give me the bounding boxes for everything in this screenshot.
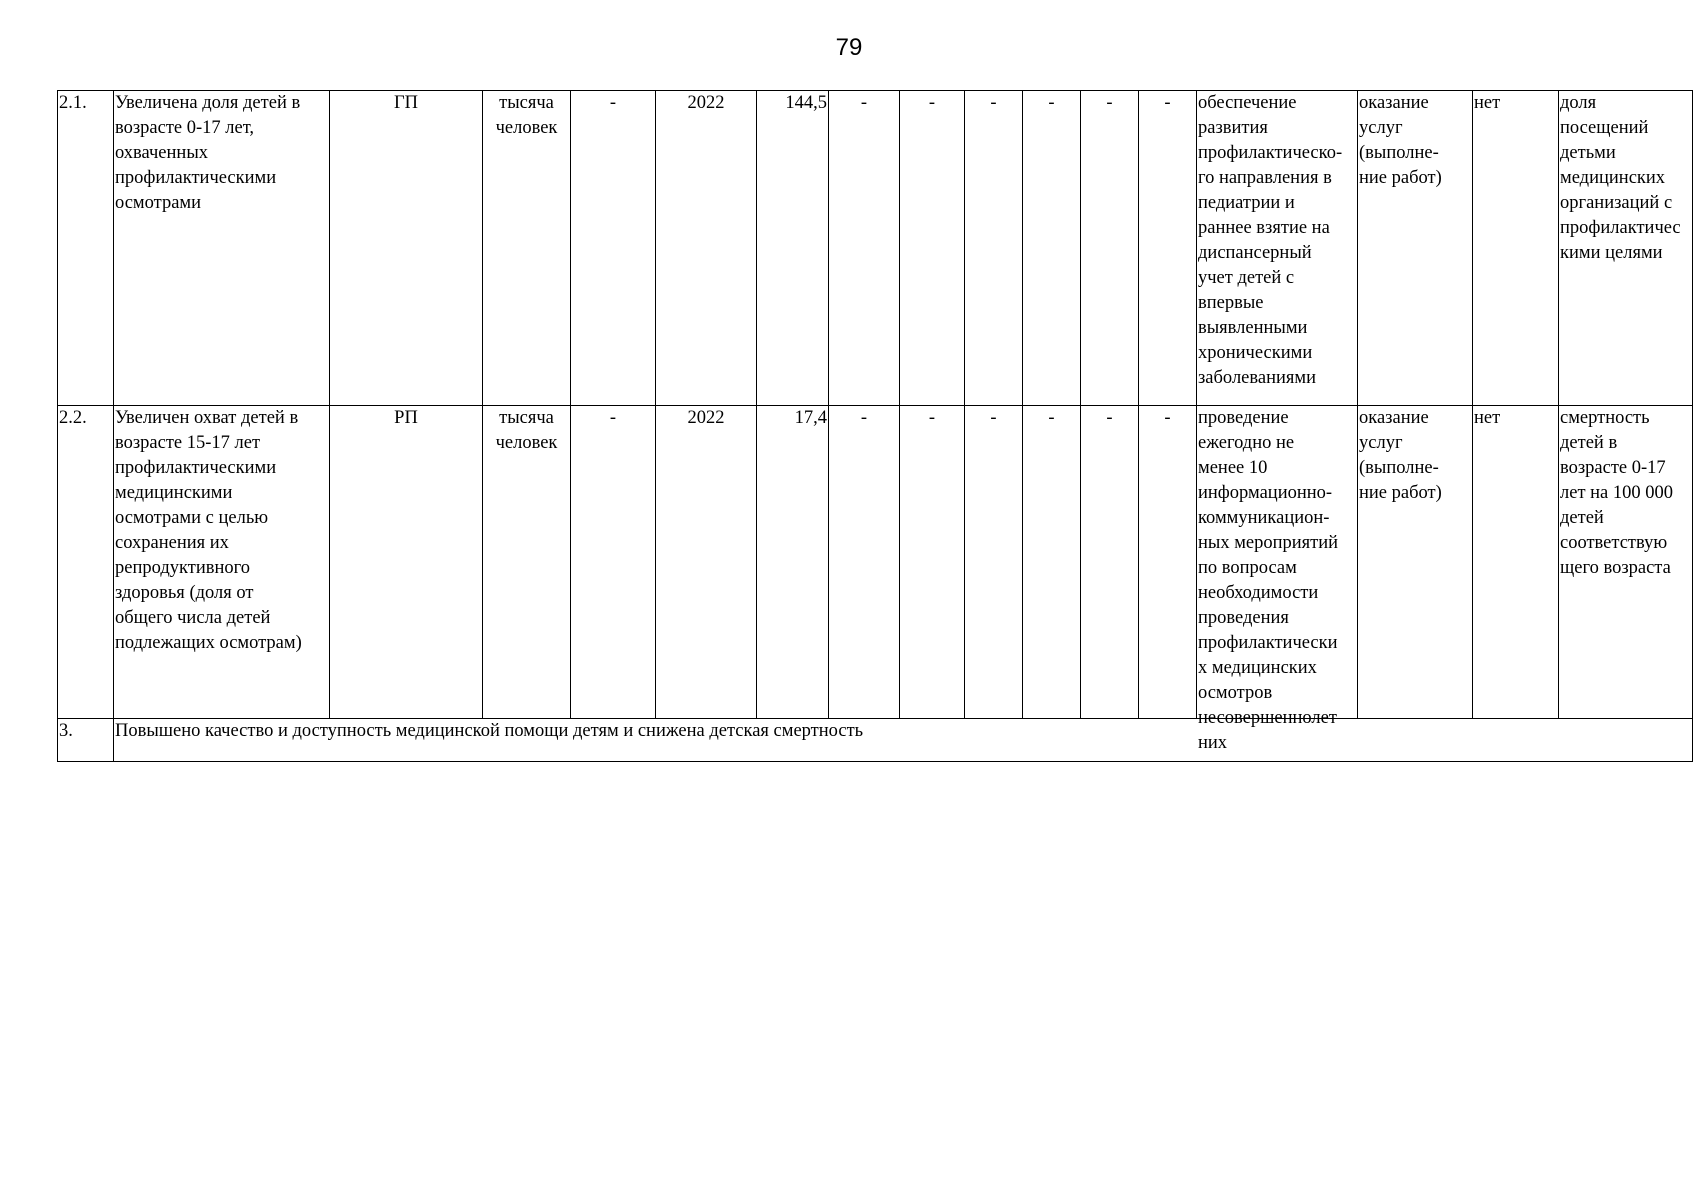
unit-of-measure: тысяча человек <box>483 406 571 719</box>
row-number: 2.2. <box>58 406 114 719</box>
year-value: - <box>1139 406 1197 719</box>
table-row <box>58 406 1693 719</box>
base-value: - <box>571 406 656 719</box>
table-row <box>58 91 1693 406</box>
year-value: - <box>965 406 1023 719</box>
related-indicator: смертность детей в возрасте 0-17 лет на 100 000 детей соответствую щего возраста <box>1559 406 1693 719</box>
year-value: - <box>1023 406 1081 719</box>
result-type: оказание услуг (выполне- ние работ) <box>1358 91 1473 406</box>
base-value: - <box>571 91 656 406</box>
year-value: - <box>900 91 965 406</box>
flag: нет <box>1473 91 1559 406</box>
year-value: - <box>829 406 900 719</box>
year-value: - <box>965 91 1023 406</box>
related-indicator: доля посещений детьми медицинских организаций с профилактичес кими целями <box>1559 91 1693 406</box>
year-value: - <box>1139 91 1197 406</box>
value-main: 144,5 <box>757 91 829 406</box>
section-row <box>58 719 1693 762</box>
year-value: - <box>1081 91 1139 406</box>
section-title: Повышено качество и доступность медицинской помощи детям и снижена детская смертность <box>114 719 1693 762</box>
result-description: проведение ежегодно не менее 10 информационно- коммуникацион- ных мероприятий по вопросам необходимости проведения профилактически х медицинских осмотров несовершеннолет них <box>1197 406 1358 719</box>
base-year: 2022 <box>656 406 757 719</box>
page-number: 79 <box>835 34 863 61</box>
year-value: - <box>900 406 965 719</box>
result-type: оказание услуг (выполне- ние работ) <box>1358 406 1473 719</box>
result-description: обеспечение развития профилактическо- го направления в педиатрии и раннее взятие на диспансерный учет детей с впервые выявленными хроническими заболеваниями <box>1197 91 1358 406</box>
value-main: 17,4 <box>757 406 829 719</box>
project-level: РП <box>330 406 483 719</box>
flag: нет <box>1473 406 1559 719</box>
unit-of-measure: тысяча человек <box>483 91 571 406</box>
year-value: - <box>1023 91 1081 406</box>
row-number: 2.1. <box>58 91 114 406</box>
project-level: ГП <box>330 91 483 406</box>
base-year: 2022 <box>656 91 757 406</box>
year-value: - <box>829 91 900 406</box>
year-value: - <box>1081 406 1139 719</box>
result-name: Увеличен охват детей в возрасте 15-17 лет профилактическими медицинскими осмотрами с целью сохранения их репродуктивного здоровья (доля от общего числа детей подлежащих осмотрам) <box>114 406 330 719</box>
results-table <box>57 90 1693 762</box>
section-number: 3. <box>58 719 114 762</box>
result-name: Увеличена доля детей в возрасте 0-17 лет, охваченных профилактическими осмотрами <box>114 91 330 406</box>
